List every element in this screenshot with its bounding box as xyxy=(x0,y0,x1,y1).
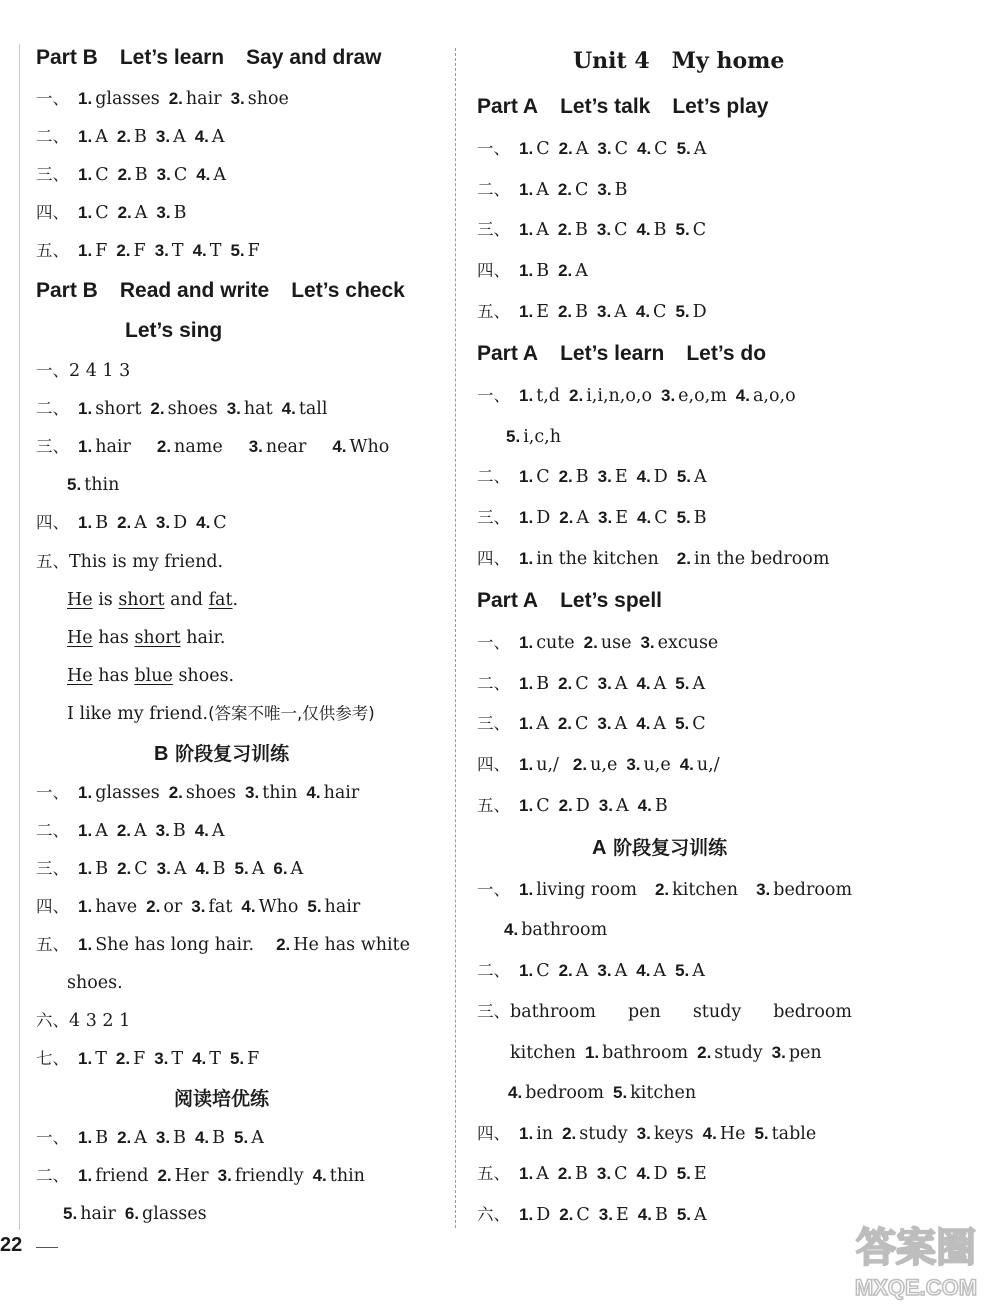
answer-line-cont: kitchen 1. bathroom 2. study 3. pen xyxy=(510,1043,822,1063)
answer-line: 一、 1. glasses 2. shoes 3. thin 4. hair xyxy=(36,783,360,803)
answer-line: 三、bathroom pen study bedroom xyxy=(477,1002,852,1022)
answer-line: 五、 1. A 2. B 3. C 4. D 5. E xyxy=(477,1164,707,1184)
section-heading: Part B Let’s learn Say and draw xyxy=(36,46,382,69)
answer-line-cont: 5. i,c,h xyxy=(506,427,561,447)
answer-line: 六、4 3 2 1 xyxy=(36,1011,131,1031)
answer-line: 七、 1. T 2. F 3. T 4. T 5. F xyxy=(36,1049,260,1069)
answer-line: 四、 1. B 2. A xyxy=(477,261,588,281)
answer-line: 六、 1. D 2. C 3. E 4. B 5. A xyxy=(477,1205,707,1225)
answer-line-cont: I like my friend.(答案不唯一,仅供参考) xyxy=(67,704,375,724)
watermark-text: 答案圈 xyxy=(856,1225,976,1271)
column-divider xyxy=(455,48,456,1228)
answer-line: 二、 1. A 2. C 3. B xyxy=(477,180,628,200)
unit-title: Unit 4 My home xyxy=(573,48,785,74)
answer-line-cont: He is short and fat. xyxy=(67,590,239,610)
answer-line-cont: He has blue shoes. xyxy=(67,666,235,686)
answer-line: 三、 1. hair 2. name 3. near 4. Who xyxy=(36,437,390,457)
section-heading: Part A Let’s talk Let’s play xyxy=(477,95,769,118)
answer-line: 二、 1. C 2. B 3. E 4. D 5. A xyxy=(477,467,707,487)
answer-line: 四、 1. in the kitchen 2. in the bedroom xyxy=(477,549,830,569)
answer-line: 五、 1. She has long hair. 2. He has white xyxy=(36,935,410,955)
answer-line-cont: He has short hair. xyxy=(67,628,226,648)
page-number: 22 xyxy=(0,1234,23,1256)
answer-line: 一、 1. living room 2. kitchen 3. bedroom xyxy=(477,880,853,900)
section-heading: 阅读培优练 xyxy=(174,1088,270,1110)
answer-line: 一、 1. t,d 2. i,i,n,o,o 3. e,o,m 4. a,o,o xyxy=(477,386,796,406)
answer-line: 五、This is my friend. xyxy=(36,552,224,572)
answer-line-cont: 5. thin xyxy=(67,475,120,495)
answer-line: 二、 1. A 2. A 3. B 4. A xyxy=(36,821,225,841)
watermark-logo xyxy=(842,1211,992,1303)
answer-line: 三、 1. C 2. B 3. C 4. A xyxy=(36,165,227,185)
section-heading-cont: Let’s sing xyxy=(125,319,223,342)
answer-line: 二、 1. B 2. C 3. A 4. A 5. A xyxy=(477,674,706,694)
watermark-url: MXQE.COM xyxy=(854,1275,978,1300)
answer-line: 四、 1. have 2. or 3. fat 4. Who 5. hair xyxy=(36,897,361,917)
answer-line-cont: shoes. xyxy=(67,973,123,993)
answer-line-cont: 4. bathroom xyxy=(504,920,608,940)
answer-line: 一、 1. B 2. A 3. B 4. B 5. A xyxy=(36,1128,264,1148)
answer-line-cont: 5. hair 6. glasses xyxy=(63,1204,207,1224)
answer-line: 二、 1. A 2. B 3. A 4. A xyxy=(36,127,225,147)
answer-line: 一、 1. glasses 2. hair 3. shoe xyxy=(36,89,289,109)
answer-line: 三、 1. B 2. C 3. A 4. B 5. A 6. A xyxy=(36,859,304,879)
answer-line: 三、 1. A 2. B 3. C 4. B 5. C xyxy=(477,220,707,240)
answer-line: 三、 1. D 2. A 3. E 4. C 5. B xyxy=(477,508,707,528)
page-number-rule xyxy=(36,1247,58,1248)
section-heading: A 阶段复习训练 xyxy=(592,837,728,859)
section-heading: B 阶段复习训练 xyxy=(154,743,290,765)
section-heading: Part A Let’s spell xyxy=(477,589,663,612)
answer-line: 三、 1. A 2. C 3. A 4. A 5. C xyxy=(477,714,706,734)
section-heading: Part A Let’s learn Let’s do xyxy=(477,342,767,365)
answer-line: 五、 1. E 2. B 3. A 4. C 5. D xyxy=(477,302,707,322)
answer-line: 一、 1. C 2. A 3. C 4. C 5. A xyxy=(477,139,707,159)
answer-line: 四、 1. u,/ 2. u,e 3. u,e 4. u,/ xyxy=(477,755,720,775)
answer-line: 二、 1. C 2. A 3. A 4. A 5. A xyxy=(477,961,705,981)
answer-line: 二、 1. short 2. shoes 3. hat 4. tall xyxy=(36,399,328,419)
answer-line: 一、2 4 1 3 xyxy=(36,361,131,381)
left-margin-rule xyxy=(19,44,20,1230)
answer-line: 五、 1. C 2. D 3. A 4. B xyxy=(477,796,668,816)
answer-line: 二、 1. friend 2. Her 3. friendly 4. thin xyxy=(36,1166,365,1186)
section-heading: Part B Read and write Let’s check xyxy=(36,279,405,302)
answer-line: 五、 1. F 2. F 3. T 4. T 5. F xyxy=(36,241,260,261)
answer-line: 四、 1. B 2. A 3. D 4. C xyxy=(36,513,227,533)
answer-line: 四、 1. in 2. study 3. keys 4. He 5. table xyxy=(477,1124,817,1144)
answer-line-cont: 4. bedroom 5. kitchen xyxy=(508,1083,697,1103)
answer-line: 四、 1. C 2. A 3. B xyxy=(36,203,187,223)
answer-line: 一、 1. cute 2. use 3. excuse xyxy=(477,633,719,653)
